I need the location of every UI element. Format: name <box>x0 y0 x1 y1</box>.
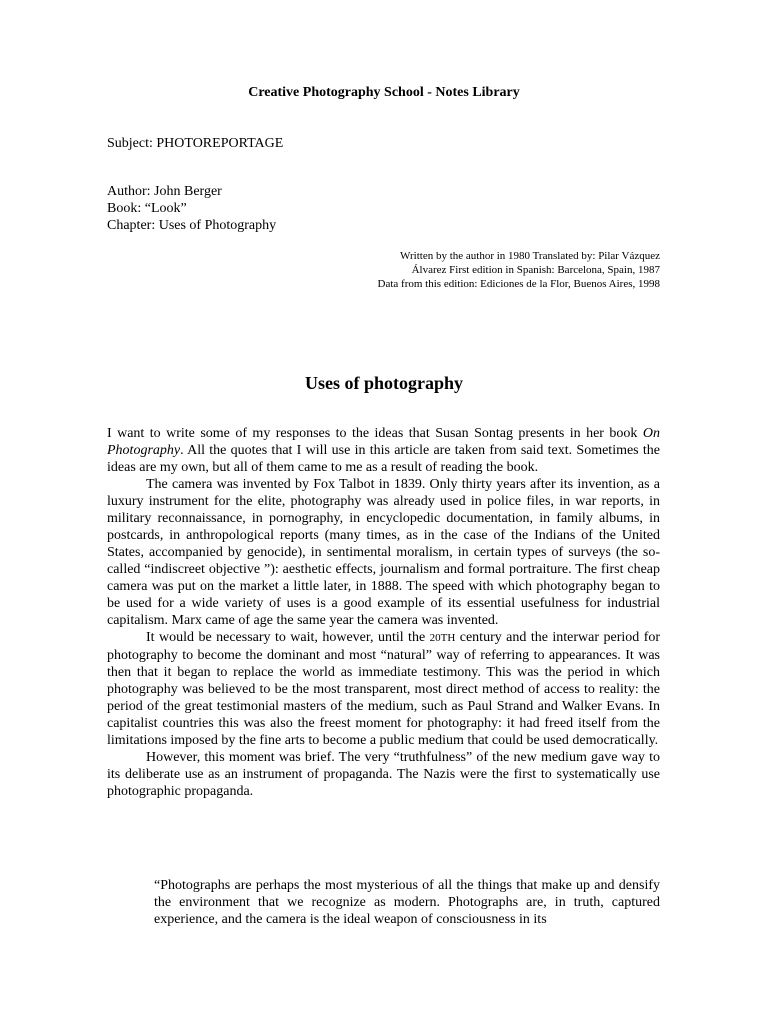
block-quote <box>154 877 660 928</box>
school-title: Creative Photography School - Notes Library <box>248 85 520 100</box>
century-ordinal: 20TH <box>429 632 456 644</box>
paragraph-3-start: It would be necessary to wait, however, until the <box>146 630 426 645</box>
paragraph-3 <box>107 629 660 749</box>
paragraph-4: However, this moment was brief. The very “truthfulness” of the new medium gave way to its deliberate use as an instrument of propaganda. The Nazis were the first to systematically use photographic propaganda. <box>107 750 660 799</box>
chapter-line: Chapter: Uses of Photography <box>107 218 277 233</box>
edition-line-3: Data from this edition: Ediciones de la Flor, Buenos Aires, 1998 <box>377 278 660 290</box>
paragraph-2: The camera was invented by Fox Talbot in 1839. Only thirty years after its invention, as a luxury instrument for the elite, photography was already used in police files, in war reports, in military reconnaissance, in pornography, in encyclopedic documentation, in family albums, in postcards, in anthropological reports (many times, as in the case of the Indians of the United States, accompanied by genocide), in sentimental moralism, in certain types of surveys (the so-called “indiscreet objective ”): aesthetic effects, journalism and formal portraiture. The first cheap camera was put on the market a little later, in 1888. The speed with which photography began to be used for a wide variety of uses is a good example of its essential usefulness for industrial capitalism. Marx came of age the same year the camera was invented. <box>107 477 660 628</box>
edition-line-2: Álvarez First edition in Spanish: Barcelona, Spain, 1987 <box>411 264 660 276</box>
article-body <box>107 425 660 800</box>
paragraph-1-end: . All the quotes that I will use in this article are taken from said text. Sometimes the ideas are my own, but all of them came to me as a result of reading the book. <box>107 443 660 475</box>
paragraph-1-start: I want to write some of my responses to the ideas that Susan Sontag presents in her book <box>107 426 638 441</box>
quote-text: “Photographs are perhaps the most mysterious of all the things that make up and densify the environment that we recognize as modern. Photographs are, in truth, captured experience, and the camera is the ideal weapon of consciousness in its <box>154 878 660 927</box>
article-title: Uses of photography <box>304 373 464 393</box>
source-info <box>107 183 276 234</box>
paragraph-3-end: century and the interwar period for photography to become the dominant and most “natural” way of referring to appearances. It was then that it began to replace the world as immediate testimony. This was the period in which photography was believed to be the most transparent, most direct method of access to reality: the period of the great testimonial masters of the medium, such as Paul Strand and Walker Evans. In capitalist countries this was also the freest moment for photography: it had freed itself from the limitations imposed by the fine arts to become a public medium that could be used democratically. <box>107 630 661 748</box>
subject-line: Subject: PHOTOREPORTAGE <box>107 136 284 151</box>
book-title-italic: On Photography <box>107 426 660 458</box>
edition-note <box>300 249 660 291</box>
paragraph-1 <box>107 425 660 476</box>
book-line: Book: “Look” <box>107 201 187 216</box>
edition-line-1: Written by the author in 1980 Translated by: Pilar Vázquez <box>400 250 660 262</box>
author-line: Author: John Berger <box>107 184 222 199</box>
